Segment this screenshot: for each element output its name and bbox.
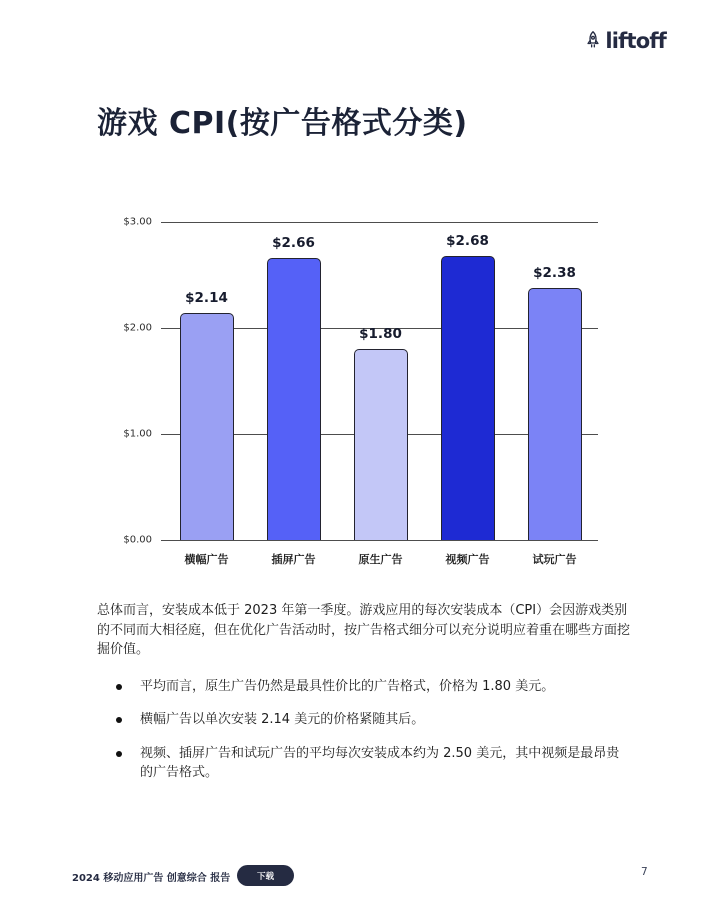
x-axis-label: 试玩广告: [532, 553, 577, 566]
x-axis-label: 视频广告: [445, 553, 490, 566]
bar-area: [163, 222, 598, 566]
y-tick-label: $1.00: [123, 428, 152, 440]
bar: [528, 288, 582, 540]
bar: [441, 256, 495, 540]
bar: [267, 258, 321, 540]
bar-value-label: $1.80: [359, 326, 402, 343]
footer-report-title: 2024 移动应用广告 创意综合 报告: [72, 873, 231, 884]
page-number: 7: [641, 866, 648, 878]
bullet-list: [97, 677, 631, 783]
bar-slot: [250, 222, 337, 566]
y-tick-label: $3.00: [123, 216, 152, 228]
page-title: 游戏 CPI(按广告格式分类): [97, 106, 468, 141]
bar-value-label: $2.66: [272, 235, 315, 252]
x-axis-label: 插屏广告: [271, 553, 316, 566]
bar-slot: [511, 222, 598, 566]
x-axis-label: 横幅广告: [184, 553, 229, 566]
y-tick-label: $2.00: [123, 322, 152, 334]
rocket-icon: [584, 30, 602, 53]
bar-value-label: $2.14: [185, 290, 228, 307]
bullet-item: 平均而言，原生广告仍然是最具性价比的广告格式，价格为 1.80 美元。: [97, 677, 631, 697]
bar-slot: [337, 222, 424, 566]
bullet-item: 视频、插屏广告和试玩广告的平均每次安装成本约为 2.50 美元，其中视频是最昂贵的广告格式。: [97, 744, 631, 783]
x-axis-label: 原生广告: [358, 553, 403, 566]
logo-wordmark: liftoff: [605, 29, 666, 53]
summary-paragraph: 总体而言，安装成本低于 2023 年第一季度。游戏应用的每次安装成本（CPI）会因游戏类别的不同而大相径庭，但在优化广告活动时，按广告格式细分可以充分说明应着重在哪些方面挖掘价值。: [97, 603, 631, 657]
bar-value-label: $2.68: [446, 232, 489, 249]
gridline: [123, 534, 598, 546]
download-button[interactable]: 下载: [237, 865, 294, 886]
y-tick-label: $0.00: [123, 534, 152, 546]
bar: [354, 349, 408, 540]
bar-value-label: $2.38: [533, 264, 576, 281]
bullet-item: 横幅广告以单次安装 2.14 美元的价格紧随其后。: [97, 710, 631, 730]
liftoff-logo: [584, 30, 666, 53]
bar-slot: [424, 222, 511, 566]
bar: [180, 313, 234, 540]
bar-slot: [163, 222, 250, 566]
cpi-bar-chart: [123, 216, 598, 566]
body-copy: [97, 601, 631, 797]
